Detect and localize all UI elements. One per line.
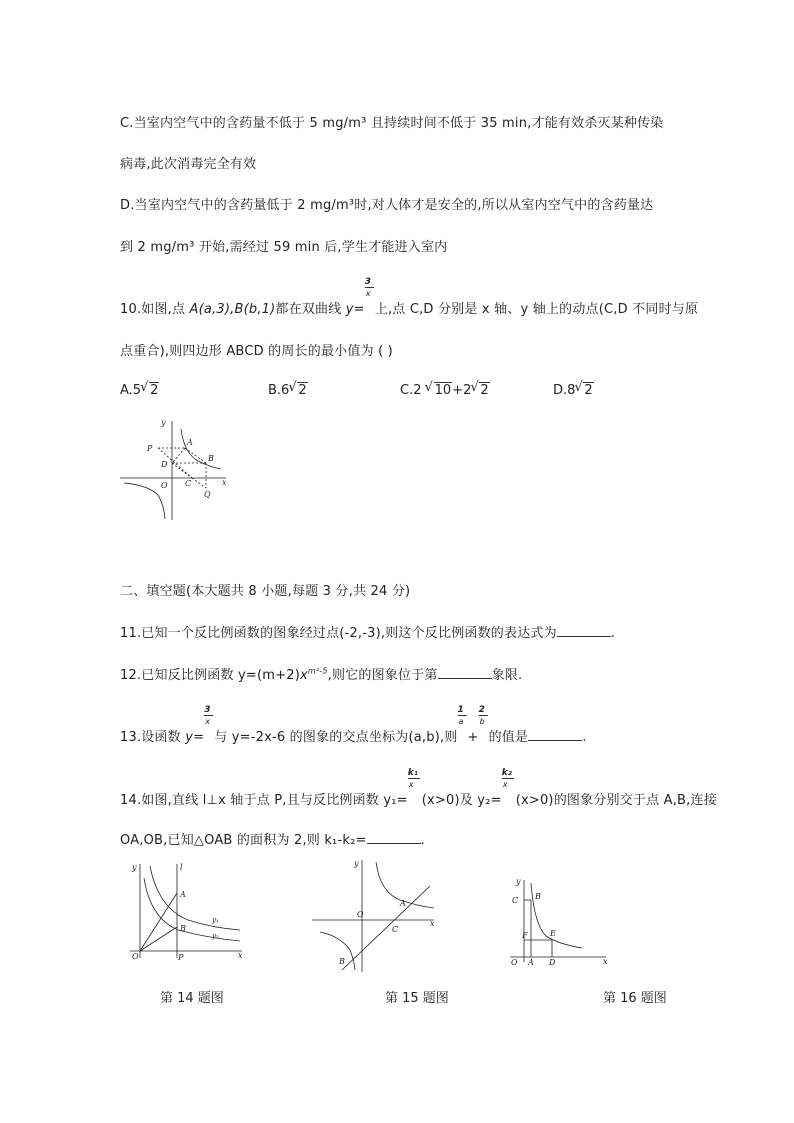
- q14-fraction-k2: [501, 768, 516, 804]
- fig15-label-a: A: [400, 899, 406, 908]
- sqrt-icon: [141, 383, 159, 398]
- q14-f2-num: k₂: [501, 768, 513, 778]
- q14-pre: 14.如图,直线 l⊥x 轴于点 P,且与反比例函数 y₁=: [120, 793, 408, 808]
- q10-option-b-rad: 2: [298, 383, 307, 398]
- q13: [120, 705, 587, 745]
- q14-f2-bar: [502, 778, 514, 779]
- sqrt-icon: [289, 383, 307, 398]
- fig14-segment-oa: [140, 893, 177, 951]
- q10-label-o: O: [161, 481, 168, 490]
- fig14-label-y1: y₁: [212, 916, 219, 924]
- caption-fig14: 第 14 题图: [160, 991, 224, 1006]
- sqrt-icon: [426, 383, 453, 398]
- q13-f2-num: 2: [478, 705, 486, 715]
- q12-end: 象限.: [491, 668, 523, 683]
- q12-base: x: [299, 668, 308, 683]
- q9-option-c-line2: 病毒,此次消毒完全有效: [120, 157, 257, 172]
- q11-text: 11.已知一个反比例函数的图象经过点(-2,-3),则这个反比例函数的表达式为: [120, 626, 557, 641]
- q10-frac-bar: [365, 287, 374, 288]
- fig15-label-x: x: [430, 919, 435, 928]
- q10-option-b: [268, 383, 308, 398]
- q12-answer-blank[interactable]: [438, 666, 492, 679]
- fig14-label-x: x: [238, 951, 243, 960]
- q10-option-c-rad2: 2: [480, 383, 489, 398]
- q14-f1-den: x: [408, 780, 414, 789]
- fig16-label-y: y: [516, 877, 521, 886]
- q12-exponent: m²-5: [307, 666, 328, 676]
- q11-end: .: [610, 626, 616, 641]
- fig15-label-o: O: [357, 910, 364, 919]
- fig16-label-f: F: [522, 931, 528, 940]
- fig14-label-y: y: [132, 863, 137, 872]
- q10-line2: 点重合),则四边形 ABCD 的周长的最小值为 ( ): [120, 344, 393, 359]
- fig14-label-p: P: [178, 953, 184, 962]
- fig15: [310, 854, 442, 974]
- q10-frac-den: x: [365, 289, 371, 298]
- fig15-label-c: C: [392, 925, 399, 934]
- q10-prefix: 10.如图,点: [120, 302, 190, 317]
- q12: [120, 664, 522, 683]
- fig16: [500, 874, 610, 969]
- q10-points: A(a,3),B(b,1): [189, 302, 276, 317]
- caption-fig15: 第 15 题图: [385, 991, 449, 1006]
- q10-option-c: [400, 383, 490, 398]
- fig16-label-c: C: [512, 896, 519, 905]
- q10-option-d: [553, 383, 594, 398]
- q10-option-a: [120, 383, 159, 398]
- q10-label-q: Q: [204, 490, 211, 499]
- sqrt-icon: [471, 383, 489, 398]
- fig16-label-e: E: [550, 929, 556, 938]
- q13-plus: +: [467, 730, 479, 745]
- sqrt-icon: [575, 383, 593, 398]
- q10-line1: [120, 277, 699, 317]
- q10-label-y: y: [161, 418, 166, 427]
- fig15-hyperbola-branch2: [320, 932, 355, 970]
- q13-frac-num: 3: [204, 705, 211, 715]
- fig14-segment-ob: [140, 927, 177, 951]
- q14-fraction-k1: [407, 768, 422, 804]
- q10-suffix: 上,点 C,D 分别是 x 轴、y 轴上的动点(C,D 不同时与原: [374, 302, 699, 317]
- q10-frac-num: 3: [364, 277, 372, 287]
- q10-option-a-rad: 2: [150, 383, 159, 398]
- fig16-label-a: A: [528, 958, 534, 967]
- q14-line2: [120, 829, 425, 848]
- q10-label-d: D: [161, 460, 168, 469]
- section2-title: 二、填空题(本大题共 8 小题,每题 3 分,共 24 分): [120, 584, 411, 599]
- q13-answer-blank[interactable]: [528, 728, 582, 741]
- q10-option-b-label: B.6: [268, 383, 290, 398]
- q13-fraction: [204, 705, 214, 741]
- q14-f2-den: x: [502, 780, 508, 789]
- q13-f1-den: a: [458, 717, 464, 726]
- q10-label-p: P: [147, 444, 153, 453]
- q9-option-c-line1: C.当室内空气中的含药量不低于 5 mg/m³ 且持续时间不低于 35 min,才能有效杀灭某种传染: [120, 116, 664, 131]
- q13-pre: 13.设函数: [120, 730, 186, 745]
- fig14-label-l: l: [180, 863, 183, 872]
- q12-post: ,则它的图象位于第: [327, 668, 438, 683]
- q10-option-d-label: D.8: [553, 383, 576, 398]
- fig14-label-o: O: [132, 952, 139, 961]
- q10-option-d-rad: 2: [584, 383, 593, 398]
- q10-mid: 都在双曲线: [275, 302, 346, 317]
- q12-pre: 12.已知反比例函数 y=(m+2): [120, 668, 300, 683]
- q13-fraction-1a: [457, 705, 468, 741]
- q11-answer-blank[interactable]: [557, 624, 611, 637]
- q14-line2-text: OA,OB,已知△OAB 的面积为 2,则 k₁-k₂=: [120, 833, 367, 848]
- q10-y-eq: y=: [345, 302, 365, 317]
- q10-label-b: B: [208, 454, 214, 463]
- caption-fig16: 第 16 题图: [603, 991, 667, 1006]
- q13-f2-bar: [479, 715, 488, 716]
- fig14-label-a: A: [180, 890, 186, 899]
- q14-end: .: [420, 833, 425, 848]
- q13-end: .: [582, 730, 587, 745]
- fig15-label-y: y: [354, 859, 359, 868]
- q13-mid: 与 y=-2x-6 的图象的交点坐标为(a,b),则: [214, 730, 458, 745]
- q13-post: 的值是: [488, 730, 529, 745]
- q13-f1-bar: [458, 715, 467, 716]
- q14-mid: (x>0)及 y₂=: [421, 793, 502, 808]
- q13-y-eq: y=: [185, 730, 205, 745]
- fig16-label-b: B: [535, 892, 541, 901]
- fig14: [128, 858, 248, 968]
- q10-option-c-rad: 10: [434, 383, 452, 398]
- q9-option-d-line1: D.当室内空气中的含药量低于 2 mg/m³时,对人体才是安全的,所以从室内空气中的含药量达: [120, 198, 654, 213]
- q10-option-c-label: C.2: [400, 383, 426, 398]
- q10-fraction: [364, 277, 375, 313]
- fig16-label-o: O: [511, 958, 518, 967]
- q10-label-x: x: [222, 478, 227, 487]
- q11: [120, 622, 615, 641]
- q10-label-c: C: [185, 479, 192, 488]
- q14-f1-num: k₁: [407, 768, 419, 778]
- fig16-label-d: D: [549, 958, 556, 967]
- q10-hyperbola-branch2: [124, 483, 165, 519]
- fig14-label-b: B: [180, 924, 186, 933]
- q10-label-a: A: [187, 438, 193, 447]
- fig16-label-x: x: [603, 957, 608, 966]
- q13-frac-den: x: [205, 717, 211, 726]
- fig14-curve-y2: [144, 878, 240, 941]
- q10-option-a-label: A.5: [120, 383, 142, 398]
- q13-f1-num: 1: [457, 705, 464, 715]
- q13-fraction-2b: [478, 705, 489, 741]
- q14-f1-bar: [408, 778, 420, 779]
- q10-figure: [118, 415, 233, 525]
- q14-answer-blank[interactable]: [367, 831, 421, 844]
- q13-f2-den: b: [479, 717, 485, 726]
- fig15-label-b: B: [339, 957, 345, 966]
- q14-line1: [120, 768, 717, 808]
- q9-option-d-line2: 到 2 mg/m³ 开始,需经过 59 min 后,学生才能进入室内: [120, 240, 448, 255]
- fig14-label-y2: y₂: [212, 932, 219, 940]
- q13-frac-bar: [204, 715, 213, 716]
- fig15-line-ab: [342, 886, 430, 970]
- q10-option-c-tail: +2: [452, 383, 472, 398]
- q14-post: (x>0)的图象分别交于点 A,B,连接: [515, 793, 717, 808]
